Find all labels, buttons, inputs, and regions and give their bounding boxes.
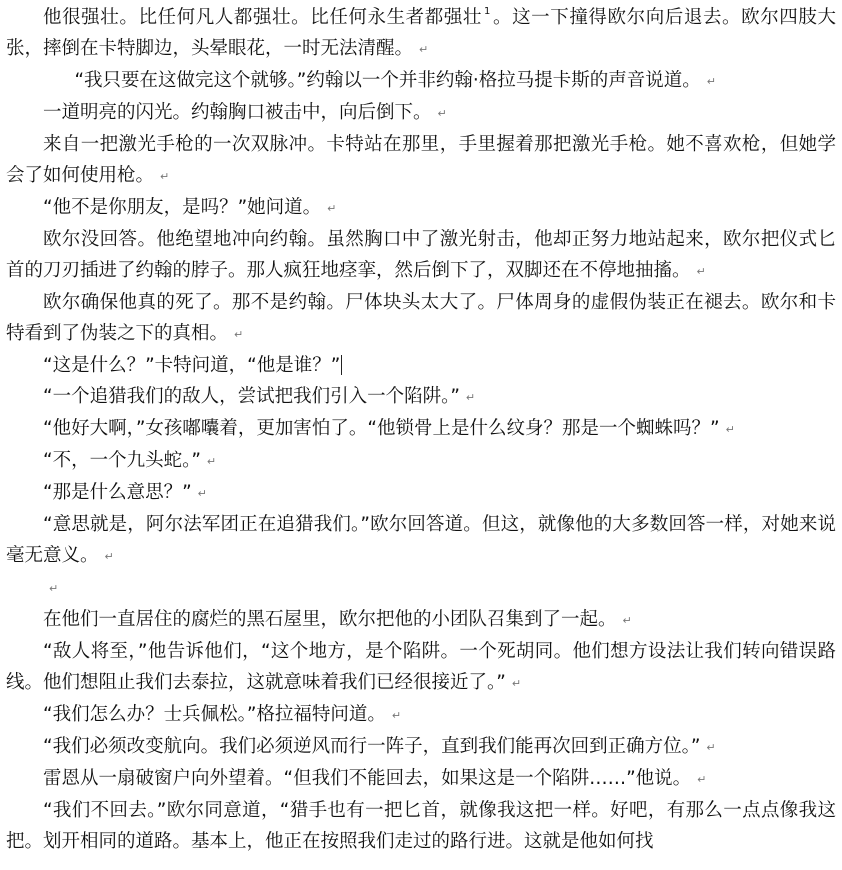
paragraph-18	[6, 731, 836, 763]
paragraph-mark-icon: ↵	[696, 265, 706, 278]
paragraph-mark-icon: ↵	[49, 582, 59, 595]
paragraph-text: “我们不回去。”欧尔同意道，“猎手也有一把匕首，就像我这把一样。好吧，有那么一点点像我这把。划开相同的道路。基本上，他正在按照我们走过的路行进。这就是他如何找	[6, 800, 836, 852]
paragraph-mark-icon: ↵	[437, 107, 447, 120]
paragraph-text: 。这一下撞得欧尔向后退去。欧尔四肢大张，摔倒在卡特脚边，头晕眼花，一时无法清醒。	[6, 7, 836, 59]
paragraph-mark-icon: ↵	[160, 170, 170, 183]
paragraph-text: “那是什么意思？”	[43, 482, 192, 503]
paragraph-2	[6, 65, 836, 97]
paragraph-4	[6, 129, 836, 192]
footnote-reference[interactable]: 1	[484, 6, 491, 17]
paragraph-9	[6, 381, 836, 413]
paragraph-mark-icon: ↵	[465, 391, 476, 404]
paragraph-6	[6, 224, 836, 287]
paragraph-20	[6, 795, 836, 857]
paragraph-text: 在他们一直居住的腐烂的黑石屋里，欧尔把他的小团队召集到了一起。	[43, 609, 617, 630]
paragraph-text: “这是什么？”卡特问道，“他是谁？”	[43, 355, 341, 376]
paragraph-text: “敌人将至，”他告诉他们，“这个地方，是个陷阱。一个死胡同。他们想方设法让我们转向错误路线。他们想阻止我们去泰拉，这就意味着我们已经很接近了。”	[6, 641, 836, 693]
document-page	[6, 2, 836, 857]
paragraph-text: 一道明亮的闪光。约翰胸口被击中，向后倒下。	[43, 102, 432, 123]
paragraph-mark-icon: ↵	[234, 328, 244, 341]
paragraph-mark-icon: ↵	[327, 202, 337, 215]
paragraph-mark-icon: ↵	[391, 709, 402, 722]
paragraph-text: “意思就是，阿尔法军团正在追猎我们。”欧尔回答道。但这，就像他的大多数回答一样，对她来说毫无意义。	[6, 514, 836, 566]
paragraph-mark-icon: ↵	[697, 773, 707, 786]
paragraph-8	[6, 350, 836, 381]
paragraph-text: 雷恩从一扇破窗户向外望着。“但我们不能回去，如果这是一个陷阱……”他说。	[43, 768, 692, 789]
paragraph-text: “我只要在这做完这个就够。”约翰以一个并非约翰·格拉马提卡斯的声音说道。	[74, 70, 701, 91]
paragraph-10	[6, 413, 836, 445]
paragraph-17	[6, 699, 836, 731]
paragraph-text: 来自一把激光手枪的一次双脉冲。卡特站在那里，手里握着那把激光手枪。她不喜欢枪，但她学会了如何使用枪。	[6, 134, 836, 186]
paragraph-text: “不，一个九头蛇。”	[43, 450, 201, 471]
paragraph-text: 欧尔没回答。他绝望地冲向约翰。虽然胸口中了激光射击，他却正努力地站起来，欧尔把仪式匕首的刀刃插进了约翰的脖子。那人疯狂地痉挛，然后倒下了，双脚还在不停地抽搐。	[6, 229, 836, 281]
paragraph-mark-icon: ↵	[197, 487, 207, 500]
paragraph-text: “我们怎么办？士兵佩松。”格拉福特问道。	[43, 704, 386, 725]
paragraph-14-empty	[6, 572, 836, 604]
paragraph-mark-icon: ↵	[725, 423, 735, 436]
paragraph-3	[6, 97, 836, 129]
paragraph-12	[6, 477, 836, 509]
paragraph-text: “他不是你朋友，是吗？”她问道。	[43, 197, 322, 218]
text-cursor	[341, 355, 342, 375]
paragraph-mark-icon: ↵	[706, 75, 716, 88]
paragraph-mark-icon: ↵	[206, 455, 217, 468]
paragraph-13	[6, 509, 836, 572]
paragraph-11	[6, 445, 836, 477]
paragraph-mark-icon: ↵	[511, 677, 522, 690]
paragraph-mark-icon: ↵	[104, 550, 114, 563]
paragraph-text: “他好大啊，”女孩嘟囔着，更加害怕了。“他锁骨上是什么纹身？那是一个蜘蛛吗？”	[43, 418, 720, 439]
paragraph-text: 欧尔确保他真的死了。那不是约翰。尸体块头太大了。尸体周身的虚假伪装正在褪去。欧尔和卡特看到了伪装之下的真相。	[6, 292, 836, 344]
paragraph-1	[6, 2, 836, 65]
paragraph-mark-icon: ↵	[419, 43, 429, 56]
paragraph-text: “一个追猎我们的敌人，尝试把我们引入一个陷阱。”	[43, 386, 460, 407]
paragraph-mark-icon: ↵	[622, 614, 632, 627]
paragraph-5	[6, 192, 836, 224]
paragraph-15	[6, 604, 836, 636]
paragraph-text: “我们必须改变航向。我们必须逆风而行一阵子，直到我们能再次回到正确方位。”	[43, 736, 701, 757]
paragraph-7	[6, 287, 836, 350]
paragraph-19	[6, 763, 836, 795]
paragraph-16	[6, 636, 836, 699]
paragraph-mark-icon: ↵	[706, 741, 716, 754]
paragraph-text: 他很强壮。比任何凡人都强壮。比任何永生者都强壮	[43, 7, 483, 28]
